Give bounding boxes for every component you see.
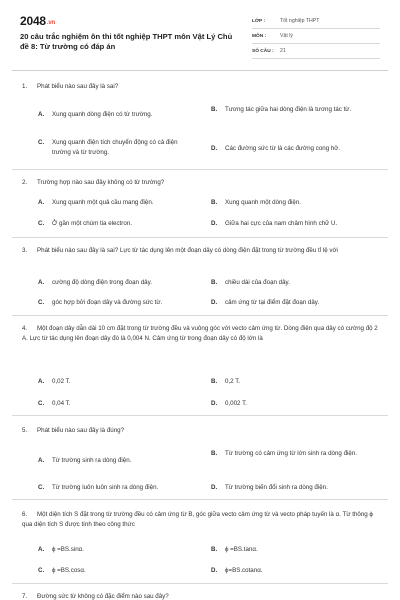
option-letter: A. — [38, 199, 45, 206]
question-5 — [12, 424, 388, 500]
question-number: 7. — [22, 593, 28, 600]
option-text: góc hợp bởi đoạn dây và đường sức từ. — [52, 299, 163, 306]
option-b[interactable] — [211, 105, 371, 115]
option-d[interactable] — [211, 399, 371, 409]
question-text: Một đoạn dây dẫn dài 10 cm đặt trong từ trường đều và vuông góc với vecto cảm ứng từ. Dòng điện qua dây có cường độ 2 A. Lực từ tác dụng lên đoạn dây đó là 0,004 N. Cảm ứng từ trong đoạn dây có độ lớn là — [22, 325, 378, 342]
option-letter: C. — [38, 567, 45, 574]
question-number: 4. — [22, 325, 28, 332]
option-a[interactable] — [38, 278, 198, 288]
option-b[interactable] — [211, 278, 371, 288]
question-number: 5. — [22, 427, 28, 434]
option-letter: B. — [211, 450, 218, 457]
option-text: Từ trường sinh ra dòng điện. — [52, 457, 132, 464]
question-text: Một diện tích S đặt trong từ trường đều có cảm ứng từ B, góc giữa vecto cảm ứng từ và vecto pháp tuyến là α. Từ thông ϕ qua diện tích S được tính theo công thức — [22, 511, 373, 528]
option-b[interactable] — [211, 545, 371, 555]
question-stem — [22, 426, 378, 436]
option-letter: B. — [211, 279, 218, 286]
option-d[interactable] — [211, 298, 371, 308]
question-2 — [12, 176, 388, 238]
question-stem — [22, 246, 378, 256]
logo-main: 2048 — [20, 14, 46, 28]
meta-label: MÔN : — [252, 33, 267, 39]
question-text: Trường hợp nào sau đây không có từ trường? — [37, 179, 165, 186]
option-letter: C. — [38, 400, 45, 407]
option-c[interactable] — [38, 219, 198, 229]
option-b[interactable] — [211, 377, 371, 387]
option-text: ϕ =BS.tanα. — [225, 546, 258, 553]
logo-suffix: .vn — [46, 20, 55, 26]
option-text: Các đường sức từ là các đường cong hở. — [225, 145, 341, 152]
option-c[interactable] — [38, 399, 198, 409]
question-text: Đường sức từ không có đặc điểm nào sau đây? — [37, 593, 169, 600]
document-meta — [252, 14, 380, 59]
option-text: Từ trường biến đổi sinh ra dòng điện. — [225, 484, 328, 491]
option-letter: C. — [38, 139, 45, 146]
option-text: Tương tác giữa hai dòng điện là tương tác từ. — [225, 106, 352, 113]
option-letter: D. — [211, 220, 218, 227]
option-letter: C. — [38, 299, 45, 306]
meta-row-count — [252, 44, 380, 59]
option-text: ϕ =BS.cosα. — [52, 567, 86, 574]
question-number: 1. — [22, 83, 28, 90]
option-letter: D. — [211, 145, 218, 152]
option-text: Xung quanh điện tích chuyển động có cả điện trường và từ trường. — [52, 139, 178, 156]
option-a[interactable] — [38, 545, 198, 555]
option-d[interactable] — [211, 566, 371, 576]
option-c[interactable] — [38, 298, 198, 308]
option-b[interactable] — [211, 449, 371, 459]
question-1 — [12, 80, 388, 170]
question-stem — [22, 82, 378, 92]
option-letter: B. — [211, 106, 218, 113]
option-letter: C. — [38, 220, 45, 227]
site-logo[interactable] — [20, 14, 55, 28]
question-number: 6. — [22, 511, 28, 518]
option-text: 0,02 T. — [52, 378, 71, 385]
option-letter: A. — [38, 457, 45, 464]
option-letter: B. — [211, 199, 218, 206]
option-letter: B. — [211, 378, 218, 385]
option-text: chiều dài của đoạn dây. — [225, 279, 290, 286]
option-text: cảm ứng từ tại điểm đặt đoạn dây. — [225, 299, 320, 306]
option-letter: B. — [211, 546, 218, 553]
option-letter: A. — [38, 111, 45, 118]
document-title: 20 câu trắc nghiệm ôn thi tốt nghiệp THPT môn Vật Lý Chủ đề 8: Từ trường có đáp án — [20, 32, 233, 51]
option-letter: D. — [211, 400, 218, 407]
option-text: Ở gần một chùm tia electron. — [52, 220, 132, 227]
option-text: 0,2 T. — [225, 378, 241, 385]
option-text: Xung quanh một dòng điện. — [225, 199, 302, 206]
option-letter: C. — [38, 484, 45, 491]
option-text: Từ trường luôn luôn sinh ra dòng điện. — [52, 484, 159, 491]
option-a[interactable] — [38, 198, 198, 208]
option-text: cường độ dòng điện trong đoạn dây. — [52, 279, 152, 286]
question-number: 3. — [22, 247, 28, 254]
meta-value: 21 — [280, 48, 286, 54]
option-letter: D. — [211, 484, 218, 491]
option-text: 0,04 T. — [52, 400, 71, 407]
question-stem — [22, 592, 378, 600]
option-letter: A. — [38, 546, 45, 553]
question-text: Phát biểu nào sau đây là sai? Lực từ tác dụng lên một đoạn dây có dòng điện đặt trong từ trường đều tỉ lệ với — [37, 247, 338, 254]
option-a[interactable] — [38, 377, 198, 387]
option-b[interactable] — [211, 198, 371, 208]
option-text: Xung quanh một quả cầu mang điện. — [52, 199, 154, 206]
meta-label: LỚP : — [252, 18, 266, 24]
question-7 — [12, 592, 388, 600]
option-c[interactable] — [38, 566, 198, 576]
question-text: Phát biểu nào sau đây là sai? — [37, 83, 119, 90]
option-text: ϕ =BS.sinα. — [52, 546, 84, 553]
option-letter: D. — [211, 567, 218, 574]
question-text: Phát biểu nào sau đây là đúng? — [37, 427, 125, 434]
meta-value: Vật lý — [280, 33, 293, 39]
question-stem — [22, 178, 378, 188]
question-stem — [22, 324, 378, 344]
option-letter: D. — [211, 299, 218, 306]
option-c[interactable] — [38, 138, 198, 157]
meta-label: SỐ CÂU : — [252, 48, 274, 54]
question-number: 2. — [22, 179, 28, 186]
option-c[interactable] — [38, 483, 198, 493]
option-letter: A. — [38, 378, 45, 385]
option-d[interactable] — [211, 219, 371, 229]
option-text: Từ trường có cảm ứng từ lớn sinh ra dòng điện. — [225, 450, 357, 457]
option-a[interactable] — [38, 110, 198, 120]
question-6 — [12, 508, 388, 584]
meta-value: Tốt nghiệp THPT — [280, 18, 320, 24]
meta-row-subject — [252, 29, 380, 44]
option-text: 0,002 T. — [225, 400, 247, 407]
question-stem — [22, 510, 378, 530]
question-4 — [12, 322, 388, 416]
meta-row-class — [252, 14, 380, 29]
option-a[interactable] — [38, 456, 198, 466]
option-d[interactable] — [211, 144, 371, 154]
option-text: Xung quanh dòng điện có từ trường. — [52, 111, 153, 118]
option-d[interactable] — [211, 483, 371, 493]
header-divider — [12, 70, 388, 71]
option-text: ϕ=BS.cotanα. — [225, 567, 263, 574]
option-text: Giữa hai cực của nam châm hình chữ U. — [225, 220, 338, 227]
option-letter: A. — [38, 279, 45, 286]
document-header — [20, 14, 380, 66]
question-3 — [12, 244, 388, 316]
